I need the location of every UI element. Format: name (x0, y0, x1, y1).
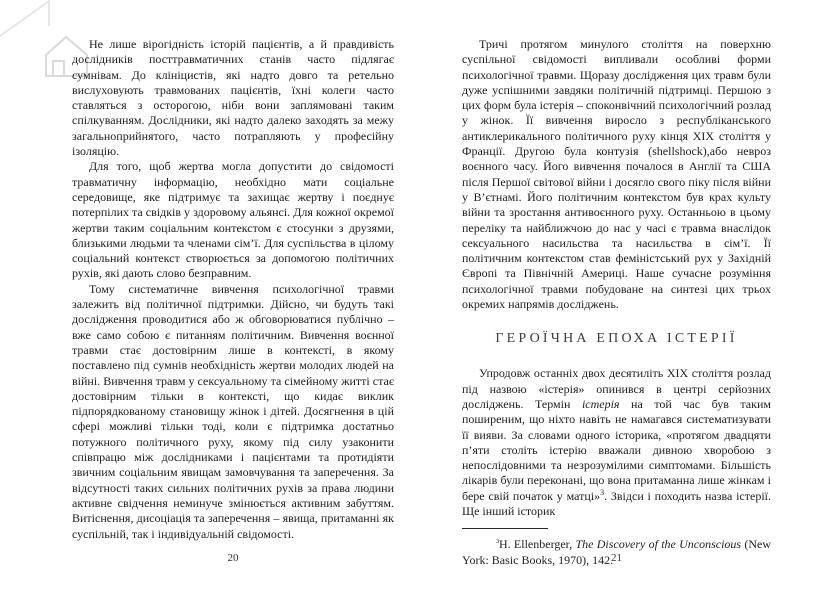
page-left (72, 37, 394, 542)
footnote-marker: 3 (496, 538, 500, 546)
footnote-citation: H. Ellenberger, (499, 537, 576, 552)
section-heading: ГЕРОЇЧНА ЕПОХА ІСТЕРІЇ (495, 331, 738, 347)
paragraph: Тричі протягом минулого століття на поверхню суспільної свідомості випливали особливі форми психологічної травми. Щоразу дослідження цих травм були дуже успішними завдяки політичній підтримці. Першою з цих форм була істерія – споконвічний психологічний розлад у жінок. Її вивчення виросло з республіканського антиклерикального політичного руху кінця XIX століття у Франції. Другою була контузія (shellshock),або невроз воєнного часу. Його вивчення почалося в Англії та США після Першої світової війни і досягло свого піку після війни у В’єтнамі. Його політичним контекстом був крах культу війни та зростання антивоєнного руху. Останньою в цьому переліку та найближчою до нас у часі є травма внаслідок сексуального насильства та насильства в сім’ї. Її політичним контекстом став феміністський рух у Західній Європі та Північній Америці. Наше сучасне розуміння психологічної травми побудоване на синтезі цих трьох окремих напрямів досліджень. (462, 37, 771, 312)
footnote-citation: (New York: Basic Books, 1970), 142. (462, 537, 772, 567)
italic-term: істерія (581, 396, 620, 411)
footnote-divider (462, 528, 548, 529)
paragraph (462, 366, 771, 519)
paragraph: Тому систематичне вивчення психологічної травми залежить від політичної підтримки. Дійсно, чи будуть такі дослідження проводитися або ж обговорюватися публічно – вже само собою є питанням політичним. Вивчення воєнної травми стає достовірним лише в контексті, в якому поставлено під сумнів необхідність жертви молодих людей на війні. Вивчення травм у сексуальному та сімейному житті стає достовірним тільки в контексті, що кидає виклик підпорядкованому становищу жінок і дітей. Досягнення в цій сфері можливі тільки тоді, коли є підтримка достатньо потужного політичного руху, якому під силу узаконити співпрацю між дослідниками і пацієнтами та протидіяти звичним соціальним явищам замовчування та заперечення. За відсутності таких сильних політичних рухів за права людини активне свідчення неминуче змінюється активним забуттям. Витіснення, дисоціація та заперечення – явища, притаманні як суспільній, так і індивідуальній свідомості. (72, 281, 394, 541)
page-number-right: 21 (611, 552, 622, 564)
footnote-book-title: The Discovery of the Unconscious (575, 537, 742, 552)
paragraph-text: на той час був таким поширеним, що ніхто навіть не намагався систематизувати її вияви. За словами одного історика, «протягом двадцяти п’яти століть істерію вважали дивною хворобою з непослідовними та незрозумілими симптомами. Більшість лікарів були переконані, що вона притаманна лише жінкам і бере свій початок у матці» (462, 396, 771, 503)
page-right (462, 37, 771, 568)
paragraph: Для того, щоб жертва могла допустити до свідомості травматичну інформацію, необхідно мати соціальне середовище, яке підтримує та захищає жертву і поєднує потерпілих та свідків у здоровому альянсі. Для кожної окремої жертви таким соціальним контекстом є стосунки з друзями, близькими людьми та членами сім’ї. Для суспільства в цілому соціальний контекст створюється за допомогою політичних рухів, які дають слово безправним. (72, 159, 394, 281)
paragraph-text: Упродовж останніх двох десятиліть XIX століття розлад під назвою «істерія» опинився в центрі серйозних досліджень. Термін (462, 366, 771, 411)
paragraph-text: . Звідси і походить назва істерії. Ще інший історик (462, 488, 772, 519)
page-number-left: 20 (227, 552, 239, 564)
paragraph: Не лише вірогідність історій пацієнтів, а й правдивість дослідників посттравматичних станів часто підлягає сумнівам. До клініцистів, які надто довго та ретельно вислуховують травмованих пацієнтів, їхні колеги часто ставляться з осторогою, ніби вони заплямовані таким спілкуванням. Дослідники, які надто далеко заходять за межу загальноприйнятого, часто потрапляють у професійну ізоляцію. (72, 37, 394, 159)
footnote-reference: 3 (600, 487, 605, 497)
